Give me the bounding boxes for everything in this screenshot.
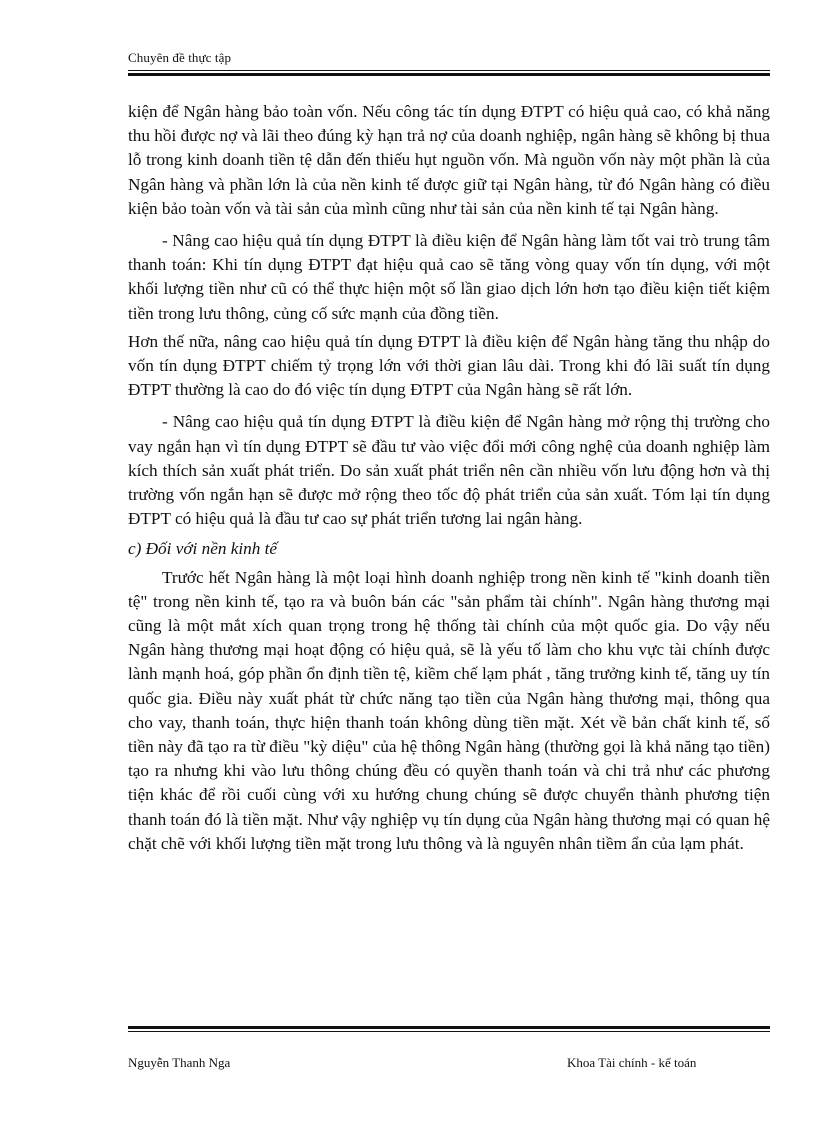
- document-body: [128, 100, 770, 856]
- paragraph-short-term-market: - Nâng cao hiệu quả tín dụng ĐTPT là điều kiện để Ngân hàng mở rộng thị trường cho vay ngắn hạn vì tín dụng ĐTPT sẽ đầu tư vào việc đổi mới công nghệ của doanh nghiệp làm kích thích sản xuất phát triển. Do sản xuất phát triển nên cần nhiều vốn lưu động hơn và thị trường vốn ngắn hạn sẽ được mở rộng theo tốc độ phát triển của sản xuất. Tóm lại tín dụng ĐTPT có hiệu quả là đầu tư cao sự phát triển tương lai ngân hàng.: [128, 412, 770, 529]
- footer-author: Nguyễn Thanh Nga: [128, 1055, 231, 1070]
- section-heading: c) Đối với nền kinh tế: [128, 539, 278, 559]
- header-rule-thick: [128, 73, 770, 76]
- footer-rule-thin: [128, 1031, 770, 1032]
- footer-department: Khoa Tài chính - kế toán: [567, 1055, 697, 1070]
- paragraph-economy: Trước hết Ngân hàng là một loại hình doanh nghiệp trong nền kinh tế "kinh doanh tiền tệ" trong nền kinh tế, tạo ra và buôn bán các "sản phẩm tài chính". Ngân hàng thương mại cũng là một mắt xích quan trọng trong hệ thống tài chính của một quốc gia. Do vậy nếu Ngân hàng thương mại hoạt động có hiệu quả, sẽ là yếu tố làm cho khu vực tài chính được lành mạnh hoá, góp phần ổn định tiền tệ, kiềm chế lạm phát , tăng trưởng kinh tế, tăng uy tín quốc gia. Điều này xuất phát từ chức năng tạo tiền của Ngân hàng thương mại, thông qua cho vay, thanh toán, thực hiện thanh toán không dùng tiền mặt. Xét về bản chất kinh tế, số tiền này đã tạo ra từ điều "kỳ diệu" của hệ thông Ngân hàng (thường gọi là khả năng tạo tiền) tạo ra nhưng khi vào lưu thông chúng đều có quyền thanh toán và chi trả như các phương tiện khác để rồi cuối cùng với xu hướng chung chúng sẽ được chuyển thành phương tiện thanh toán đó là tiền mặt. Như vậy nghiệp vụ tín dụng của Ngân hàng thương mại có quan hệ chặt chẽ với khối lượng tiền mặt trong lưu thông và là nguyên nhân tiềm ẩn của lạm phát.: [128, 567, 770, 853]
- paragraph-income: Hơn thế nữa, nâng cao hiệu quả tín dụng ĐTPT là điều kiện để Ngân hàng tăng thu nhập do vốn tín dụng ĐTPT chiếm tỷ trọng lớn với thời gian lâu dài. Trong khi đó lãi suất tín dụng ĐTPT thường là cao do đó việc tín dụng ĐTPT của Ngân hàng sẽ rất lớn.: [128, 331, 770, 400]
- paragraph-payment-center: - Nâng cao hiệu quả tín dụng ĐTPT là điều kiện để Ngân hàng làm tốt vai trò trung tâm thanh toán: Khi tín dụng ĐTPT đạt hiệu quả cao sẽ tăng vòng quay vốn tín dụng, với một khối lượng tiền như cũ có thể thực hiện một số lần giao dịch lớn hơn tạo điều kiện tiết kiệm tiền trong lưu thông, củng cố sức mạnh của đồng tiền.: [128, 231, 770, 323]
- header-rule-thin: [128, 70, 770, 71]
- header-title: Chuyên đề thực tập: [128, 50, 232, 65]
- footer-rule-thick: [128, 1026, 770, 1029]
- paragraph-continuation: kiện để Ngân hàng bảo toàn vốn. Nếu công tác tín dụng ĐTPT có hiệu quả cao, có khả năng thu hồi được nợ và lãi theo đúng kỳ hạn trả nợ của doanh nghiệp, ngân hàng sẽ không bị thua lỗ trong kinh doanh tiền tệ dẫn đến thiếu hụt nguồn vốn. Mà nguồn vốn này một phần là của Ngân hàng và phần lớn là của nền kinh tế được giữ tại Ngân hàng, từ đó Ngân hàng có điều kiện bảo toàn vốn và tài sản của mình cũng như tài sản của nền kinh tế tại Ngân hàng.: [128, 102, 770, 218]
